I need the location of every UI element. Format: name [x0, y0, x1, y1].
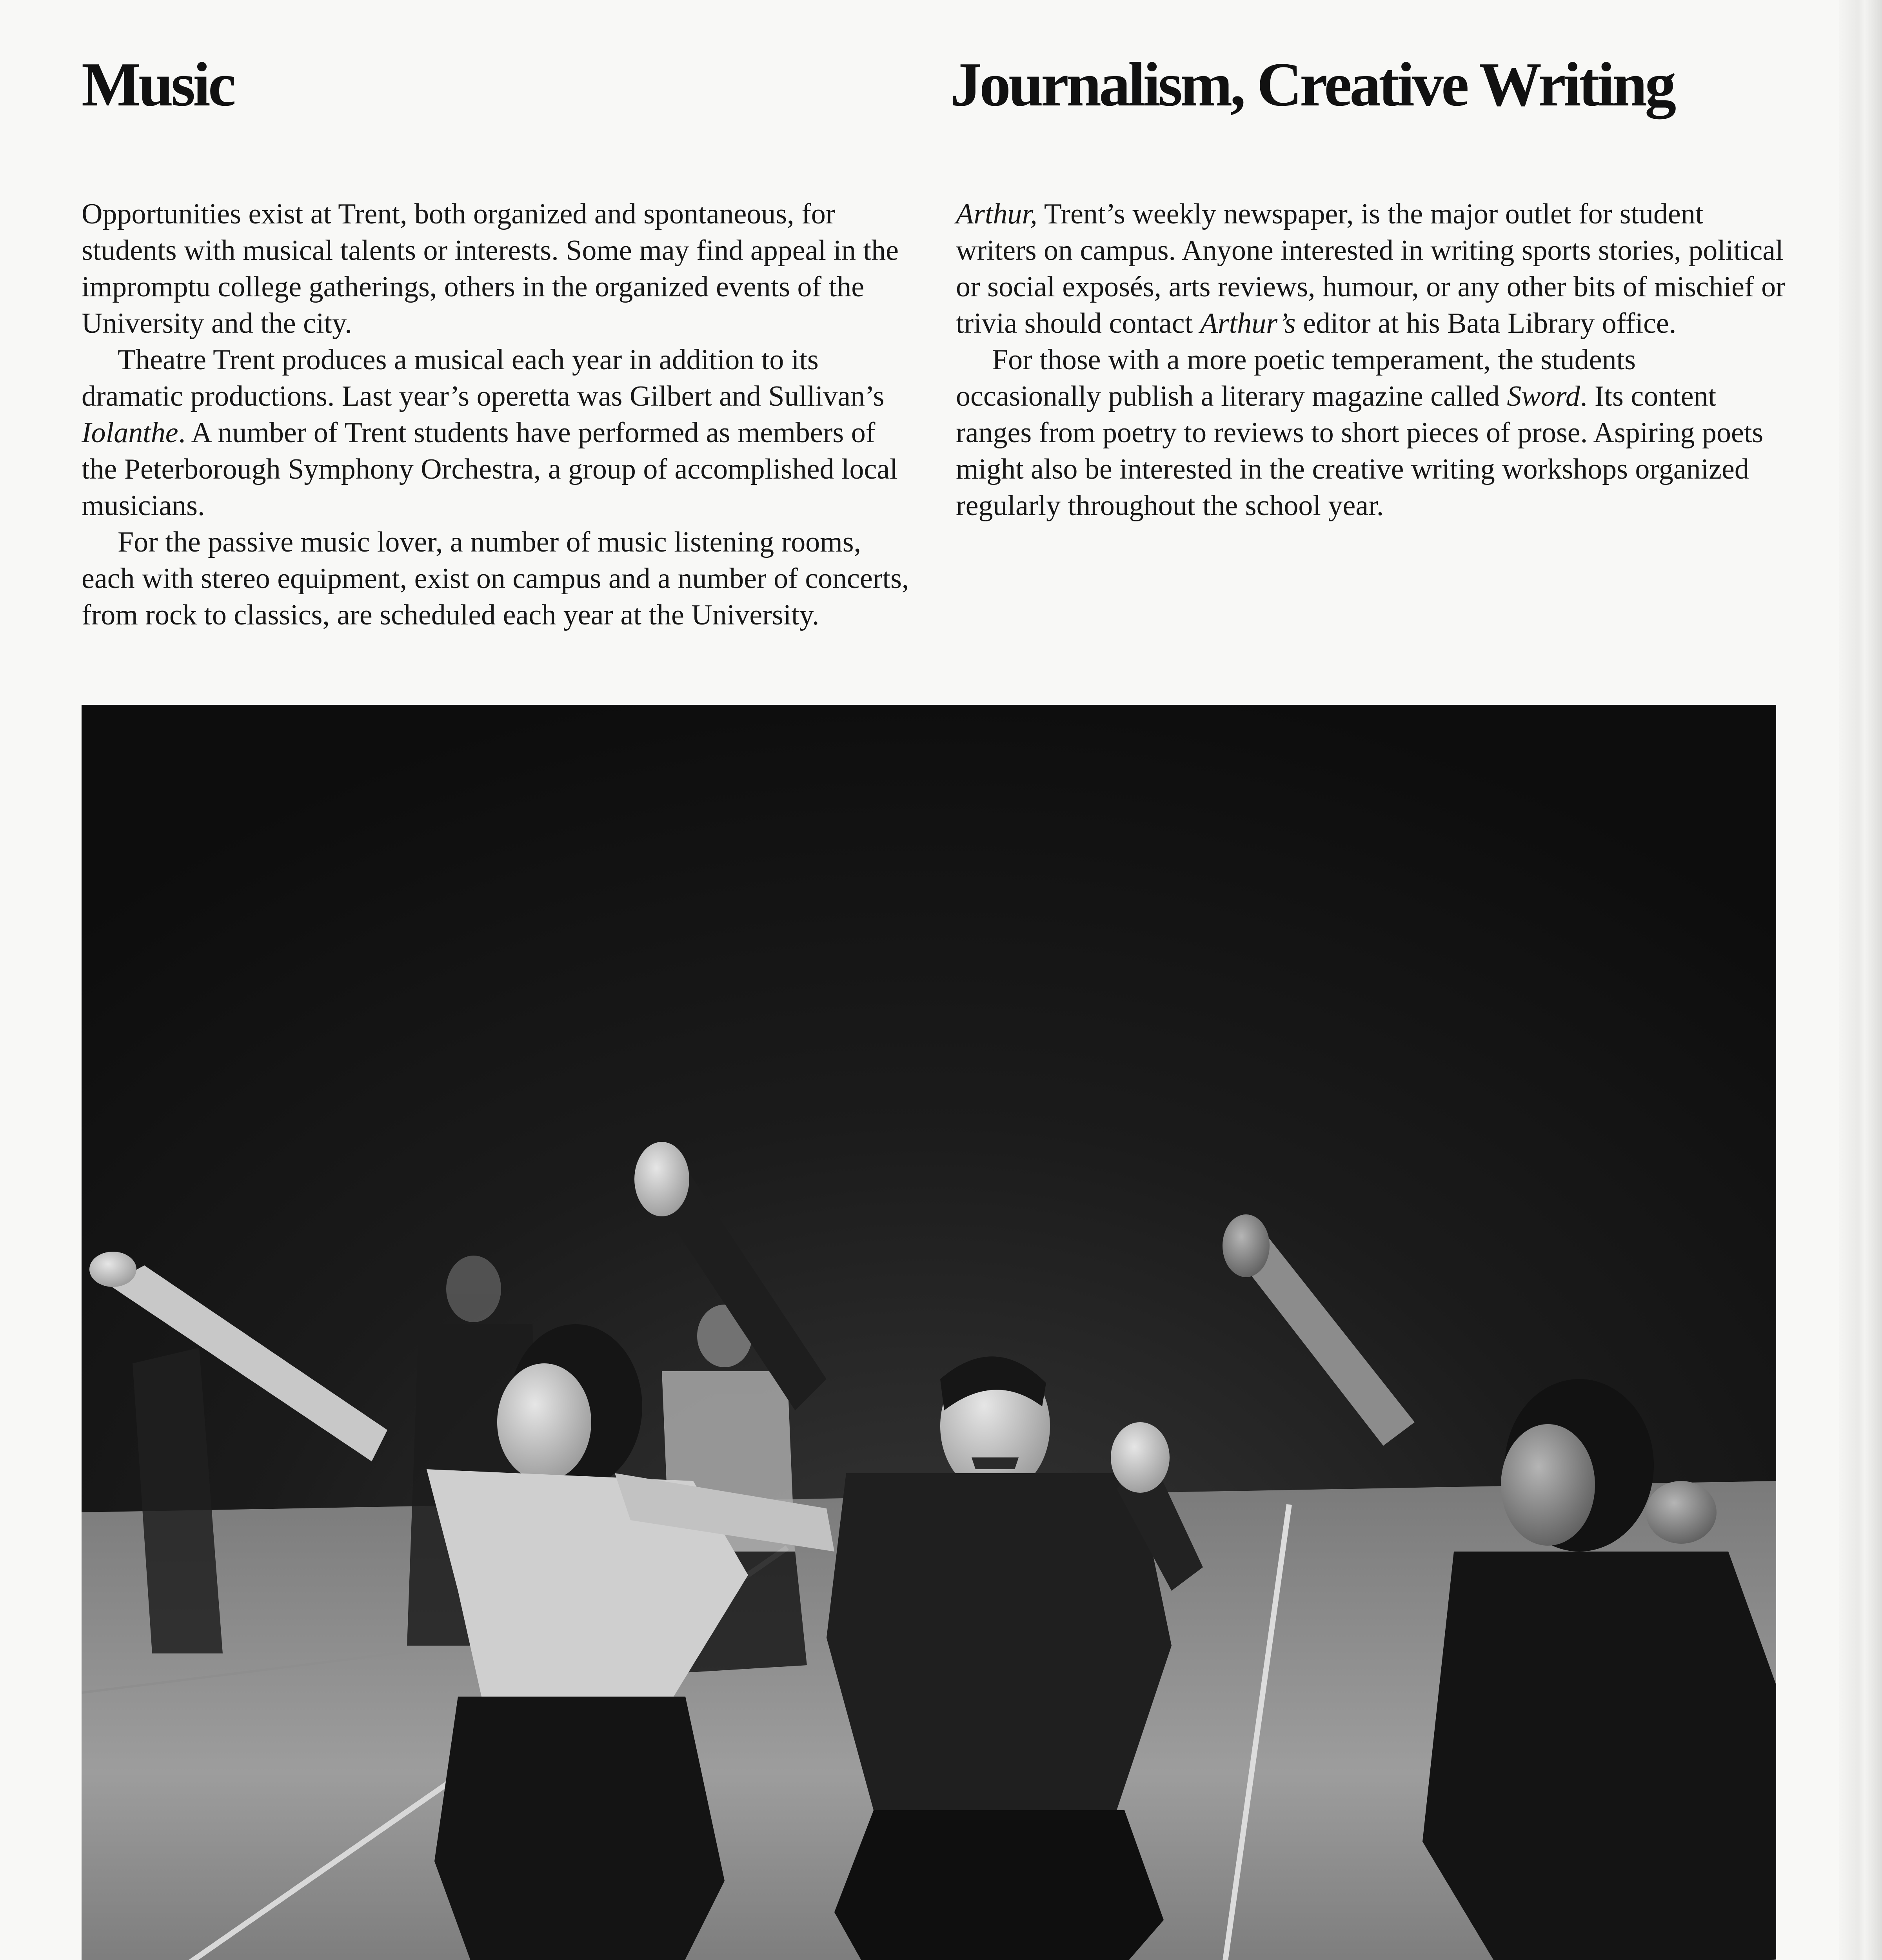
arthurs-title: Arthur’s: [1200, 307, 1296, 339]
music-paragraph-1-text: Opportunities exist at Trent, both organized and spontaneous, for students with musical talents or interests. Some may find appeal in the impromptu college gatherings, others in the organized events of the University and the city.: [82, 198, 899, 339]
music-paragraph-3: [82, 524, 913, 633]
music-paragraph-3-text: For the passive music lover, a number of music listening rooms, each with stereo equipment, exist on campus and a number of concerts, from rock to classics, are scheduled each year at the University.: [82, 526, 909, 631]
music-paragraph-2-text-b: . A number of Trent students have performed as members of the Peterborough Symphony Orchestra, a group of accomplished local musicians.: [82, 417, 898, 522]
journalism-column: [956, 196, 1787, 524]
dance-photo-illustration: [82, 705, 1776, 1960]
music-paragraph-2: [82, 342, 913, 524]
journalism-paragraph-2: [956, 342, 1787, 524]
iolanthe-title: Iolanthe: [82, 417, 178, 449]
music-paragraph-2-text-a: Theatre Trent produces a musical each year in addition to its dramatic productions. Last year’s operetta was Gilbert and Sullivan’s: [82, 344, 885, 412]
journalism-paragraph-2-text-b: . Its content ranges from poetry to reviews to short pieces of prose. Aspiring poets might also be interested in the creative writing workshops organized regularly throughout the school year.: [956, 380, 1764, 522]
music-paragraph-1: [82, 196, 913, 342]
journalism-paragraph-1-text-b: editor at his Bata Library office.: [1295, 307, 1677, 339]
page-edge-shadow: [1839, 0, 1882, 1960]
arthur-title: Arthur,: [956, 198, 1037, 230]
journalism-paragraph-2-text-a: For those with a more poetic temperament, the students occasionally publish a literary magazine called: [956, 344, 1636, 412]
journalism-heading: Journalism, Creative Writing: [950, 49, 1674, 119]
dance-photo: [82, 705, 1776, 1960]
journalism-paragraph-1: [956, 196, 1787, 342]
music-column: [82, 196, 913, 633]
music-heading: Music: [82, 49, 234, 119]
sword-title: Sword: [1507, 380, 1580, 412]
journalism-paragraph-1-text-a: Trent’s weekly newspaper, is the major outlet for student writers on campus. Anyone interested in writing sports stories, political or social exposés, arts reviews, humour, or any other bits of mischief or trivia should contact: [956, 198, 1786, 339]
